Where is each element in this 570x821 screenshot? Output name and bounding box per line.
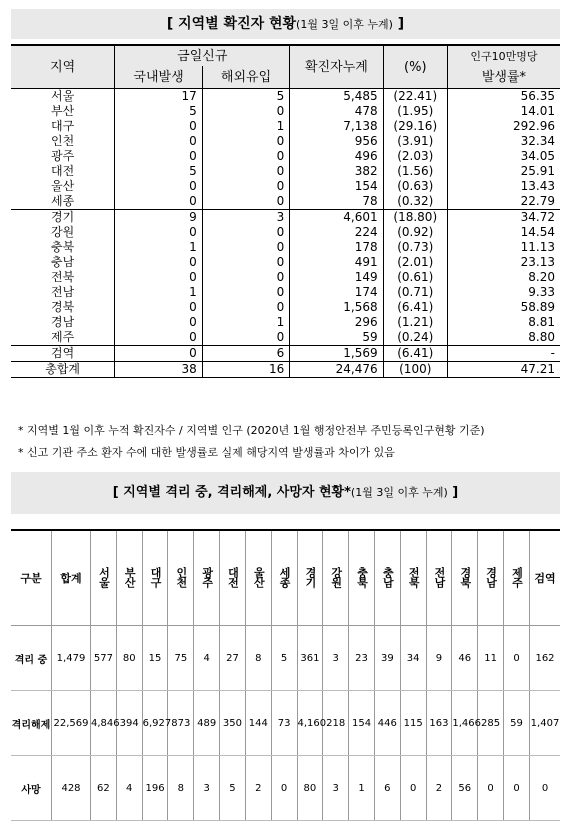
overseas-cell: 0 <box>202 179 289 194</box>
header-domestic: 국내발생 <box>115 66 202 89</box>
value-cell: 2 <box>245 756 271 821</box>
overseas-cell: 0 <box>202 149 289 164</box>
table-row <box>11 255 560 270</box>
domestic-cell: 17 <box>115 89 202 105</box>
region-cell: 인천 <box>51 134 75 148</box>
overseas-cell: 0 <box>202 285 289 300</box>
table-row <box>11 225 560 240</box>
region-cell: 전남 <box>51 285 75 299</box>
header-daily-new: 금일신규 <box>115 45 290 66</box>
overseas-cell: 0 <box>202 134 289 149</box>
value-cell: 22,569 <box>52 691 91 756</box>
value-cell: 62 <box>91 756 117 821</box>
table-row <box>11 285 560 300</box>
percent-cell: (0.92) <box>383 225 447 240</box>
column-header-label: 전북 <box>407 566 421 587</box>
table-row <box>11 330 560 346</box>
rate-cell: 58.89 <box>447 300 560 315</box>
cumulative-cell: 382 <box>290 164 383 179</box>
value-cell: 285 <box>478 691 504 756</box>
value-cell: 6 <box>374 756 400 821</box>
total-row <box>11 362 560 378</box>
cumulative-cell: 296 <box>290 315 383 330</box>
cumulative-cell: 7,138 <box>290 119 383 134</box>
rate-cell: 34.72 <box>447 210 560 226</box>
overseas-cell: 3 <box>202 210 289 226</box>
table-row <box>11 194 560 210</box>
region-cell: 광주 <box>51 149 75 163</box>
overseas-cell: 0 <box>202 330 289 346</box>
table-row <box>11 270 560 285</box>
domestic-cell: 0 <box>115 346 202 362</box>
cumulative-cell: 174 <box>290 285 383 300</box>
column-header-label: 충남 <box>381 566 395 587</box>
value-cell: 1,479 <box>52 626 91 691</box>
value-cell: 39 <box>374 626 400 691</box>
header-overseas: 해외유입 <box>202 66 289 89</box>
cumulative-cell: 224 <box>290 225 383 240</box>
value-cell: 3 <box>194 756 220 821</box>
column-header <box>504 530 530 626</box>
value-cell: 80 <box>116 626 142 691</box>
column-header: 구분 <box>11 530 52 626</box>
percent-cell: (0.63) <box>383 179 447 194</box>
cumulative-cell: 5,485 <box>290 89 383 105</box>
domestic-cell: 0 <box>115 255 202 270</box>
domestic-cell: 0 <box>115 270 202 285</box>
value-cell: 9 <box>426 626 452 691</box>
value-cell: 873 <box>168 691 194 756</box>
row-label: 격리해제 <box>11 691 52 756</box>
note-1: * 지역별 1월 이후 누적 확진자수 / 지역별 인구 (2020년 1월 행정안전부 주민등록인구현황 기준) <box>18 424 485 437</box>
value-cell: 1 <box>349 756 375 821</box>
table2-header-row <box>11 530 560 626</box>
column-header <box>91 530 117 626</box>
domestic-cell: 5 <box>115 104 202 119</box>
region-cell: 세종 <box>51 194 75 208</box>
column-header <box>116 530 142 626</box>
cumulative-cell: 24,476 <box>290 362 383 378</box>
column-header-label: 전남 <box>432 566 446 587</box>
table2-body <box>11 626 560 821</box>
percent-cell: (1.56) <box>383 164 447 179</box>
domestic-cell: 9 <box>115 210 202 226</box>
column-header <box>194 530 220 626</box>
table-row <box>11 104 560 119</box>
column-header-label: 대구 <box>149 566 163 587</box>
domestic-cell: 0 <box>115 194 202 210</box>
column-header-label: 대전 <box>226 566 240 587</box>
percent-cell: (0.32) <box>383 194 447 210</box>
table1-body <box>11 89 560 378</box>
region-cell: 서울 <box>51 89 75 103</box>
column-header-label: 부산 <box>123 566 137 587</box>
value-cell: 4,160 <box>297 691 323 756</box>
table-row <box>11 179 560 194</box>
value-cell: 218 <box>323 691 349 756</box>
note-2: * 신고 기관 주소 환자 수에 대한 발생률로 실제 해당지역 발생률과 차이가 있음 <box>18 446 395 459</box>
table1-title: [ 지역별 확진자 현황(1월 3일 이후 누계) ] <box>11 9 560 39</box>
column-header <box>374 530 400 626</box>
cumulative-cell: 1,569 <box>290 346 383 362</box>
value-cell: 489 <box>194 691 220 756</box>
region-cell: 전북 <box>51 270 75 284</box>
value-cell: 46 <box>452 626 478 691</box>
regional-confirmed-table <box>11 44 560 378</box>
value-cell: 5 <box>220 756 246 821</box>
column-header-label: 강원 <box>329 566 343 587</box>
table2-title: [ 지역별 격리 중, 격리해제, 사망자 현황*(1월 3일 이후 누계) ] <box>11 472 560 514</box>
region-cell: 제주 <box>51 330 75 344</box>
overseas-cell: 16 <box>202 362 289 378</box>
value-cell: 23 <box>349 626 375 691</box>
column-header-label: 경북 <box>458 566 472 587</box>
cumulative-cell: 4,601 <box>290 210 383 226</box>
value-cell: 3 <box>323 626 349 691</box>
table-row <box>11 691 560 756</box>
table-row <box>11 149 560 164</box>
value-cell: 162 <box>530 626 561 691</box>
cumulative-cell: 78 <box>290 194 383 210</box>
table-row <box>11 315 560 330</box>
domestic-cell: 0 <box>115 315 202 330</box>
rate-cell: 292.96 <box>447 119 560 134</box>
value-cell: 446 <box>374 691 400 756</box>
overseas-cell: 0 <box>202 194 289 210</box>
column-header-label: 세종 <box>278 566 292 587</box>
rate-cell: 8.81 <box>447 315 560 330</box>
percent-cell: (100) <box>383 362 447 378</box>
rate-cell: 22.79 <box>447 194 560 210</box>
value-cell: 56 <box>452 756 478 821</box>
region-cell: 대전 <box>51 164 75 178</box>
value-cell: 361 <box>297 626 323 691</box>
domestic-cell: 0 <box>115 119 202 134</box>
percent-cell: (1.21) <box>383 315 447 330</box>
percent-cell: (0.73) <box>383 240 447 255</box>
value-cell: 59 <box>504 691 530 756</box>
value-cell: 6,927 <box>142 691 168 756</box>
region-cell: 총합계 <box>11 362 115 378</box>
row-label: 격리 중 <box>11 626 52 691</box>
header-cumulative: 확진자누계 <box>290 45 383 89</box>
column-header <box>400 530 426 626</box>
value-cell: 4,846 <box>91 691 117 756</box>
rate-cell: 14.01 <box>447 104 560 119</box>
column-header-label: 경남 <box>484 566 498 587</box>
region-cell: 대구 <box>51 119 75 133</box>
percent-cell: (3.91) <box>383 134 447 149</box>
table-row <box>11 300 560 315</box>
domestic-cell: 0 <box>115 179 202 194</box>
cumulative-cell: 154 <box>290 179 383 194</box>
region-cell: 울산 <box>51 179 75 193</box>
region-cell: 경북 <box>51 300 75 314</box>
region-cell: 경기 <box>11 210 115 226</box>
column-header-label: 인천 <box>174 566 188 587</box>
domestic-cell: 0 <box>115 134 202 149</box>
region-cell: 강원 <box>51 225 75 239</box>
column-header-label: 충북 <box>355 566 369 587</box>
value-cell: 4 <box>194 626 220 691</box>
value-cell: 8 <box>245 626 271 691</box>
header-rate-bottom: 발생률* <box>447 66 560 89</box>
table-row <box>11 346 560 362</box>
value-cell: 394 <box>116 691 142 756</box>
percent-cell: (2.03) <box>383 149 447 164</box>
rate-cell: 8.20 <box>447 270 560 285</box>
column-header <box>220 530 246 626</box>
regional-isolation-table <box>11 529 560 821</box>
domestic-cell: 38 <box>115 362 202 378</box>
percent-cell: (18.80) <box>383 210 447 226</box>
value-cell: 163 <box>426 691 452 756</box>
value-cell: 1,466 <box>452 691 478 756</box>
cumulative-cell: 59 <box>290 330 383 346</box>
value-cell: 4 <box>116 756 142 821</box>
cumulative-cell: 149 <box>290 270 383 285</box>
value-cell: 115 <box>400 691 426 756</box>
rate-cell: 47.21 <box>447 362 560 378</box>
value-cell: 196 <box>142 756 168 821</box>
column-header <box>168 530 194 626</box>
table-row <box>11 626 560 691</box>
domestic-cell: 0 <box>115 330 202 346</box>
cumulative-cell: 491 <box>290 255 383 270</box>
column-header <box>478 530 504 626</box>
overseas-cell: 6 <box>202 346 289 362</box>
overseas-cell: 0 <box>202 164 289 179</box>
overseas-cell: 0 <box>202 240 289 255</box>
value-cell: 8 <box>168 756 194 821</box>
value-cell: 3 <box>323 756 349 821</box>
rate-cell: 56.35 <box>447 89 560 105</box>
cumulative-cell: 496 <box>290 149 383 164</box>
header-rate-top: 인구10만명당 <box>447 45 560 66</box>
header-region: 지역 <box>11 45 115 89</box>
value-cell: 11 <box>478 626 504 691</box>
value-cell: 15 <box>142 626 168 691</box>
column-header-label: 광주 <box>200 566 214 587</box>
cumulative-cell: 1,568 <box>290 300 383 315</box>
column-header-label: 울산 <box>252 566 266 587</box>
row-label: 사망 <box>11 756 52 821</box>
header-percent: (%) <box>383 45 447 89</box>
rate-cell: 11.13 <box>447 240 560 255</box>
column-header: 검역 <box>530 530 561 626</box>
table-row <box>11 89 560 105</box>
overseas-cell: 0 <box>202 300 289 315</box>
overseas-cell: 0 <box>202 255 289 270</box>
overseas-cell: 1 <box>202 315 289 330</box>
rate-cell: - <box>447 346 560 362</box>
rate-cell: 32.34 <box>447 134 560 149</box>
overseas-cell: 0 <box>202 104 289 119</box>
region-cell: 충북 <box>51 240 75 254</box>
table-row <box>11 164 560 179</box>
value-cell: 34 <box>400 626 426 691</box>
value-cell: 154 <box>349 691 375 756</box>
value-cell: 350 <box>220 691 246 756</box>
percent-cell: (0.24) <box>383 330 447 346</box>
column-header <box>271 530 297 626</box>
cumulative-cell: 178 <box>290 240 383 255</box>
region-cell: 충남 <box>51 255 75 269</box>
overseas-cell: 0 <box>202 270 289 285</box>
table-row <box>11 210 560 226</box>
value-cell: 577 <box>91 626 117 691</box>
region-cell: 검역 <box>11 346 115 362</box>
percent-cell: (2.01) <box>383 255 447 270</box>
value-cell: 428 <box>52 756 91 821</box>
value-cell: 0 <box>400 756 426 821</box>
column-header <box>297 530 323 626</box>
domestic-cell: 0 <box>115 300 202 315</box>
percent-cell: (22.41) <box>383 89 447 105</box>
value-cell: 75 <box>168 626 194 691</box>
region-cell: 경남 <box>51 315 75 329</box>
percent-cell: (0.71) <box>383 285 447 300</box>
percent-cell: (6.41) <box>383 300 447 315</box>
value-cell: 5 <box>271 626 297 691</box>
rate-cell: 8.80 <box>447 330 560 346</box>
overseas-cell: 0 <box>202 225 289 240</box>
column-header-label: 서울 <box>97 566 111 587</box>
table-row <box>11 134 560 149</box>
value-cell: 27 <box>220 626 246 691</box>
domestic-cell: 1 <box>115 240 202 255</box>
rate-cell: 9.33 <box>447 285 560 300</box>
overseas-cell: 1 <box>202 119 289 134</box>
domestic-cell: 1 <box>115 285 202 300</box>
column-header <box>452 530 478 626</box>
cumulative-cell: 478 <box>290 104 383 119</box>
rate-cell: 23.13 <box>447 255 560 270</box>
domestic-cell: 5 <box>115 164 202 179</box>
value-cell: 0 <box>478 756 504 821</box>
overseas-cell: 5 <box>202 89 289 105</box>
column-header <box>323 530 349 626</box>
cumulative-cell: 956 <box>290 134 383 149</box>
rate-cell: 13.43 <box>447 179 560 194</box>
value-cell: 0 <box>504 626 530 691</box>
percent-cell: (29.16) <box>383 119 447 134</box>
percent-cell: (6.41) <box>383 346 447 362</box>
value-cell: 0 <box>271 756 297 821</box>
column-header-label: 제주 <box>510 566 524 587</box>
region-cell: 부산 <box>51 104 75 118</box>
value-cell: 80 <box>297 756 323 821</box>
value-cell: 0 <box>530 756 561 821</box>
domestic-cell: 0 <box>115 149 202 164</box>
domestic-cell: 0 <box>115 225 202 240</box>
table-row <box>11 119 560 134</box>
column-header <box>245 530 271 626</box>
value-cell: 0 <box>504 756 530 821</box>
value-cell: 144 <box>245 691 271 756</box>
rate-cell: 25.91 <box>447 164 560 179</box>
table-row <box>11 240 560 255</box>
column-header <box>349 530 375 626</box>
rate-cell: 34.05 <box>447 149 560 164</box>
column-header-label: 경기 <box>303 566 317 587</box>
column-header: 합계 <box>52 530 91 626</box>
percent-cell: (1.95) <box>383 104 447 119</box>
percent-cell: (0.61) <box>383 270 447 285</box>
value-cell: 73 <box>271 691 297 756</box>
value-cell: 1,407 <box>530 691 561 756</box>
table-row <box>11 756 560 821</box>
column-header <box>426 530 452 626</box>
column-header <box>142 530 168 626</box>
value-cell: 2 <box>426 756 452 821</box>
rate-cell: 14.54 <box>447 225 560 240</box>
